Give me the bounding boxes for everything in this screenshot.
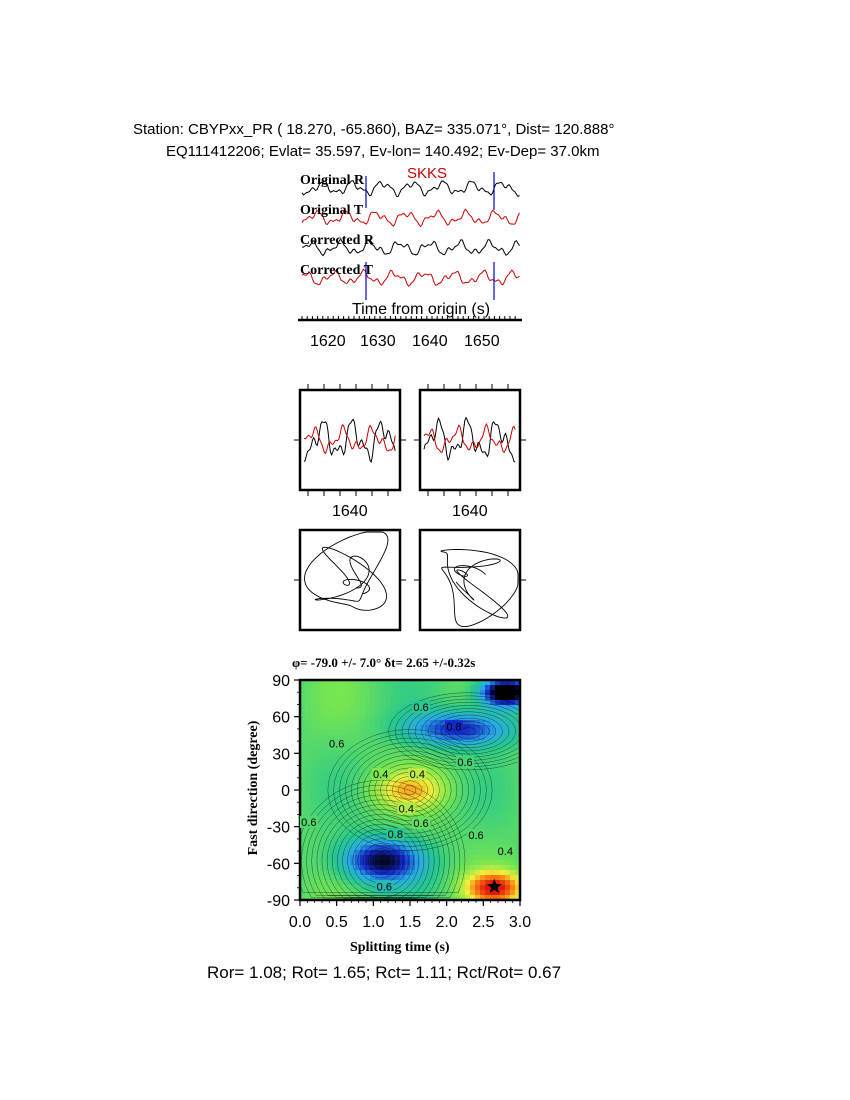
contour-label: 0.6	[457, 756, 473, 769]
contour-label: 0.8	[446, 721, 462, 734]
contour-label: 0.4	[409, 769, 425, 782]
chart-title: φ= -79.0 +/- 7.0° δt= 2.65 +/-0.32s	[292, 655, 476, 670]
trace-xlabel: Time from origin (s)	[352, 301, 491, 318]
contour-label: 0.6	[413, 701, 429, 714]
contour-label: 0.4	[398, 803, 414, 816]
y-tick-label: -90	[266, 893, 290, 910]
particle-motion-panel	[300, 530, 400, 630]
y-tick-label: -60	[266, 856, 290, 874]
x-tick-label: 3.0	[508, 914, 532, 931]
x-tick-label: 2.0	[435, 914, 458, 931]
particle-motion-panel	[420, 530, 520, 630]
y-tick-label: -30	[266, 819, 290, 837]
chart-ylabel: Fast direction (degree)	[246, 720, 261, 856]
y-tick-label: 0	[281, 783, 290, 800]
overlay-right-xtick: 1640	[452, 503, 488, 520]
heatmap-cells	[300, 680, 520, 900]
contour-label: 0.6	[468, 830, 484, 843]
trace-xtick: 1620	[310, 333, 346, 350]
contour-label: 0.6	[413, 818, 429, 830]
contour-label: 0.6	[376, 881, 392, 894]
trace-label-original-t: Original T	[300, 203, 364, 218]
header-event-line: EQ111412206; Evlat= 35.597, Ev-lon= 140.492; Ev-Dep= 37.0km	[166, 143, 600, 160]
trace-label-corrected-t: Corrected T	[300, 263, 373, 278]
y-tick-label: 60	[272, 709, 290, 727]
trace-xtick: 1650	[464, 333, 500, 350]
contour-label: 0.4	[497, 846, 513, 859]
trace-label-corrected-r: Corrected R	[300, 233, 374, 248]
trace-label-original-r: Original R	[300, 173, 365, 188]
phase-label: SKKS	[407, 165, 448, 182]
x-tick-label: 1.0	[362, 914, 385, 931]
y-tick-label: 90	[272, 673, 290, 690]
x-tick-label: 0.0	[288, 914, 312, 931]
chart-xlabel: Splitting time (s)	[350, 940, 450, 955]
trace-xtick: 1640	[412, 333, 448, 350]
x-tick-label: 2.5	[472, 914, 495, 931]
contour-label: 0.8	[387, 829, 403, 841]
contour-label: 0.6	[301, 816, 317, 829]
x-tick-label: 1.5	[398, 914, 422, 931]
contour-label: 0.6	[329, 738, 345, 751]
footer-ratios: Ror= 1.08; Rot= 1.65; Rct= 1.11; Rct/Rot= 0.67	[207, 963, 562, 982]
header-station-line: Station: CBYPxx_PR ( 18.270, -65.860), BAZ= 335.071°, Dist= 120.888°	[133, 121, 615, 138]
overlay-left-xtick: 1640	[332, 503, 368, 520]
contour-label: 0.4	[373, 769, 389, 782]
y-tick-label: 30	[272, 746, 290, 764]
trace-xtick: 1630	[360, 333, 396, 350]
x-tick-label: 0.5	[325, 914, 348, 931]
